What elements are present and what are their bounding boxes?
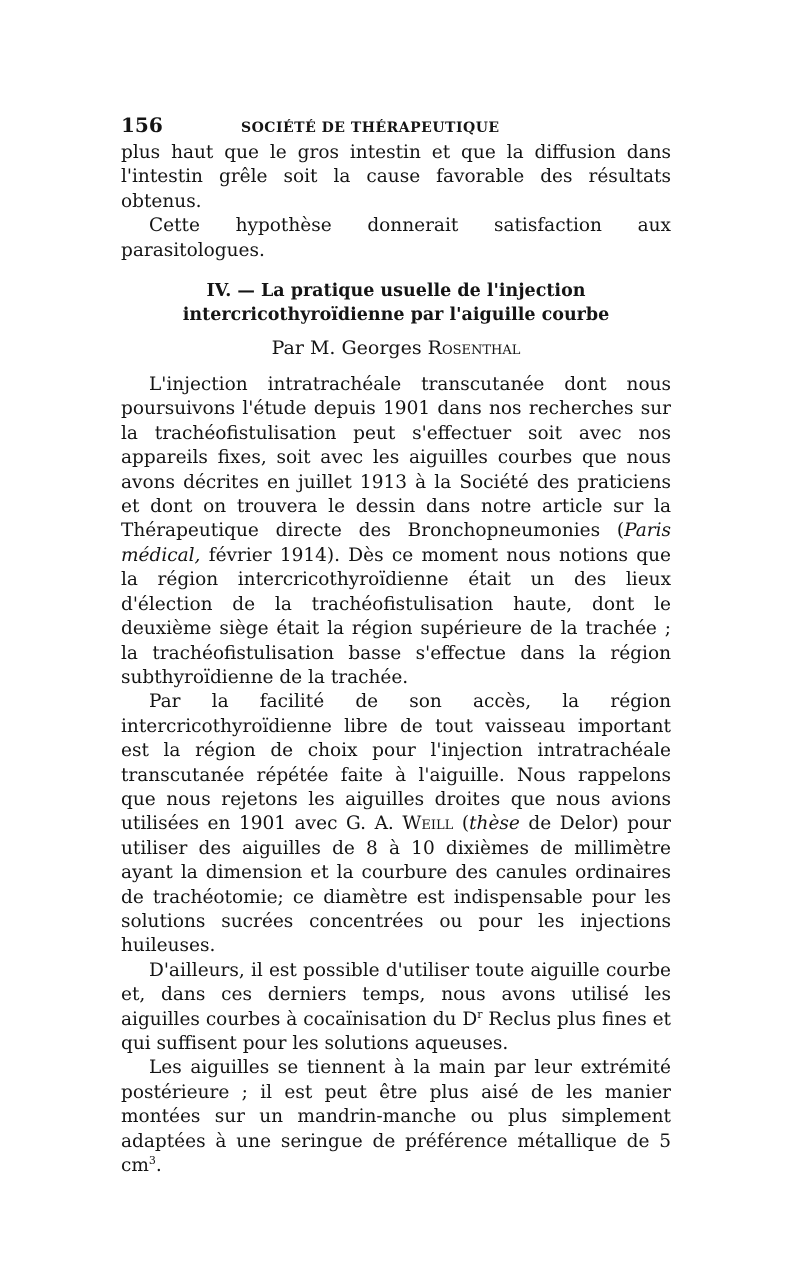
- running-header: [121, 113, 671, 141]
- intro-paragraph-1: plus haut que le gros intestin et que la diffusion dans l'intestin grêle soit la cause favorable des résultats obtenus.: [121, 142, 671, 212]
- body-paragraph-1: [121, 373, 671, 690]
- body-p1-italic: Paris médical,: [121, 520, 671, 566]
- author-name: Rosenthal: [427, 337, 521, 360]
- running-title: SOCIÉTÉ DE THÉRAPEUTIQUE: [241, 120, 500, 136]
- body-paragraph-3: [121, 959, 671, 1057]
- body-p3-sup: r: [477, 1007, 483, 1021]
- body-p4-text-a: Les aiguilles se tiennent à la main par leur extrémité postérieure ; il est peut être plus aisé de les manier montées sur un mandrin-manche ou plus simplement adaptées à une seringue de préférence métallique de 5 cm: [121, 1057, 671, 1177]
- body-p3-text-b: Reclus plus fines et qui suffisent pour les solutions aqueuses.: [121, 1008, 671, 1054]
- page-number: 156: [121, 113, 163, 137]
- section-heading-line1: IV. — La pratique usuelle de l'injection: [206, 281, 586, 302]
- byline-prefix: Par M. Georges: [271, 337, 428, 360]
- body-p1-text-b: février 1914). Dès ce moment nous notions que la région intercricothyroïdienne était un des lieux d'élection de la trachéofistulisation haute, dont le deuxième siège était la région supérieure de la trachée ; la trachéofistulisation basse s'effectue dans la région subthyroïdienne de la trachée.: [121, 544, 671, 688]
- body-p2-paren: (: [453, 813, 470, 835]
- body-p4-text-b: .: [155, 1155, 162, 1177]
- body-p1-text-a: L'injection intratrachéale transcutanée dont nous poursuivons l'étude depuis 1901 dans nos recherches sur la trachéofistulisation peut s'effectuer soit avec nos appareils fixes, soit avec les aiguilles courbes que nous avons décrites en juillet 1913 à la Société des praticiens et dont on trouvera le dessin dans notre article sur la Thérapeutique directe des Bronchopneumonies (: [121, 374, 671, 542]
- document-page: [121, 113, 671, 1178]
- body-p2-italic: thèse: [469, 813, 520, 835]
- body-p4-sup: 3: [148, 1153, 156, 1167]
- section-heading-line2: intercricothyroïdienne par l'aiguille courbe: [182, 305, 610, 326]
- body-p3-text-a: D'ailleurs, il est possible d'utiliser toute aiguille courbe et, dans ces derniers temps, nous avons utilisé les aiguilles courbes à cocaïnisation du D: [121, 959, 671, 1030]
- body-paragraph-2: [121, 690, 671, 958]
- body-p2-text-b: de Delor) pour utiliser des aiguilles de 8 à 10 dixièmes de millimètre ayant la dimension et la courbure des canules ordinaires de trachéotomie; ce diamètre est indispensable pour les solutions sucrées concentrées ou pour les injections huileuses.: [121, 813, 671, 957]
- section-heading: [121, 279, 671, 327]
- body-p2-smallcaps: Weill: [402, 813, 454, 835]
- author-byline: [121, 337, 671, 359]
- body-paragraph-4: [121, 1056, 671, 1178]
- body-p2-text-a: Par la facilité de son accès, la région intercricothyroïdienne libre de tout vaisseau important est la région de choix pour l'injection intratrachéale transcutanée répétée faite à l'aiguille. Nous rappelons que nous rejetons les aiguilles droites que nous avions utilisées en 1901 avec G. A.: [121, 691, 671, 835]
- intro-paragraph-2: Cette hypothèse donnerait satisfaction aux parasitologues.: [121, 215, 671, 261]
